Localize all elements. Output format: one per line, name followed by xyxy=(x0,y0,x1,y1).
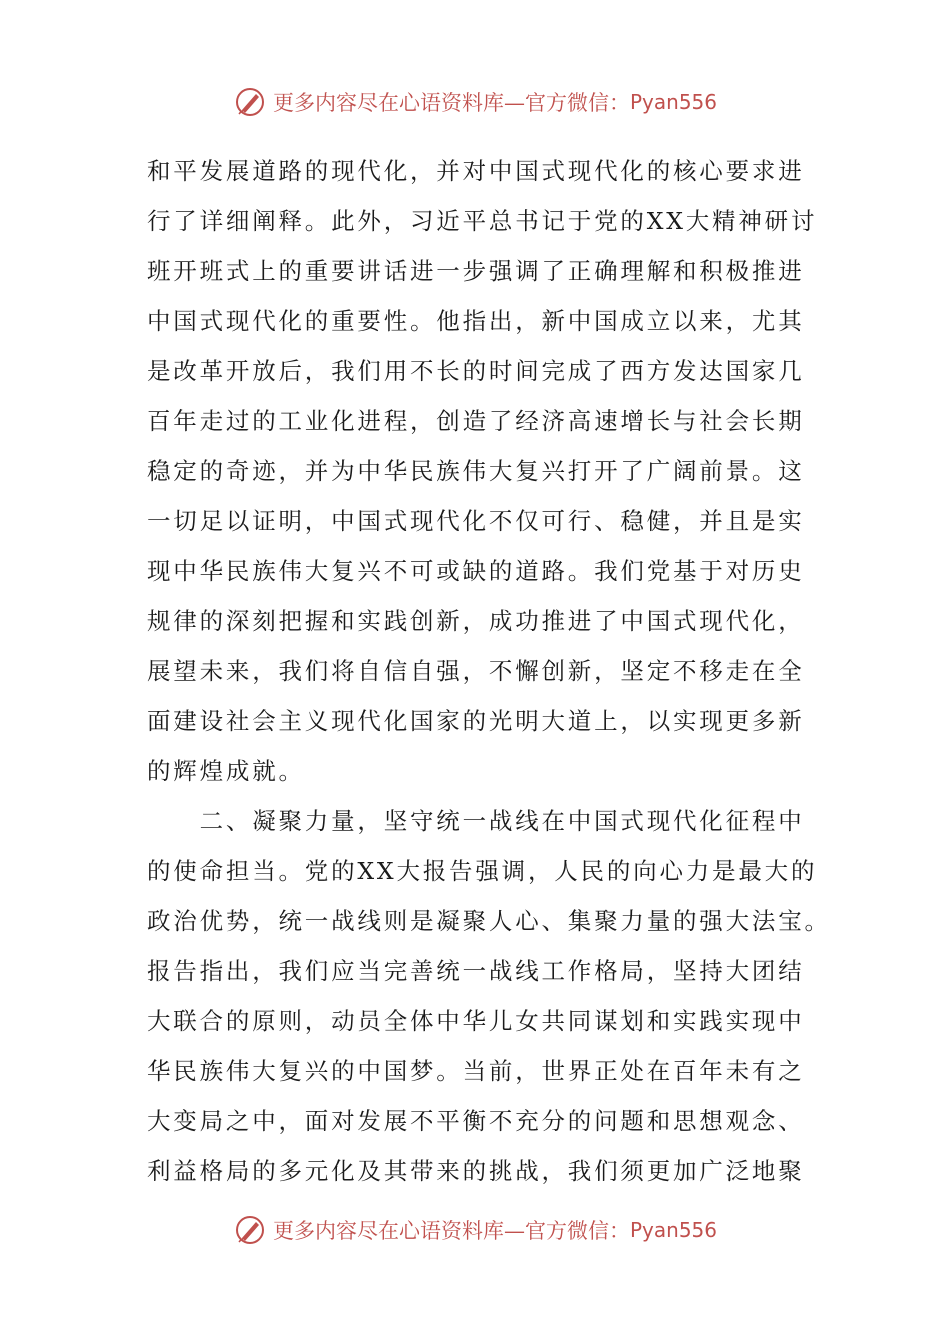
body-line: 展望未来，我们将自信自强，不懈创新，坚定不移走在全 xyxy=(147,657,805,685)
footer-banner-wechat-id: Pyan556 xyxy=(629,1218,717,1242)
document-body xyxy=(147,146,831,1196)
footer-banner-text: 更多内容尽在心语资料库—官方微信： xyxy=(272,1219,630,1243)
body-line: 面建设社会主义现代化国家的光明大道上，以实现更多新 xyxy=(147,707,805,735)
header-banner-wechat-id: Pyan556 xyxy=(629,90,717,114)
body-line: 大变局之中，面对发展不平衡不充分的问题和思想观念、 xyxy=(147,1107,805,1135)
body-line: 政治优势，统一战线则是凝聚人心、集聚力量的强大法宝。 xyxy=(147,907,831,935)
body-line: 稳定的奇迹，并为中华民族伟大复兴打开了广阔前景。这 xyxy=(147,457,805,485)
body-line: 现中华民族伟大复兴不可或缺的道路。我们党基于对历史 xyxy=(147,557,805,585)
body-line: 报告指出，我们应当完善统一战线工作格局，坚持大团结 xyxy=(147,957,805,985)
body-line: 的辉煌成就。 xyxy=(147,757,305,785)
body-line: 中国式现代化的重要性。他指出，新中国成立以来，尤其 xyxy=(147,307,805,335)
body-line: 大联合的原则，动员全体中华儿女共同谋划和实践实现中 xyxy=(147,1007,805,1035)
header-banner-text: 更多内容尽在心语资料库—官方微信： xyxy=(272,91,630,115)
pen-logo-icon xyxy=(233,1213,267,1247)
footer-banner xyxy=(0,1208,950,1252)
body-line: 二、凝聚力量，坚守统一战线在中国式现代化征程中 xyxy=(147,807,805,835)
body-line: 一切足以证明，中国式现代化不仅可行、稳健，并且是实 xyxy=(147,507,805,535)
body-line: 和平发展道路的现代化，并对中国式现代化的核心要求进 xyxy=(147,157,805,185)
pen-logo-icon xyxy=(233,85,267,119)
body-line: 行了详细阐释。此外，习近平总书记于党的XX大精神研讨 xyxy=(147,207,818,235)
body-line: 的使命担当。党的XX大报告强调，人民的向心力是最大的 xyxy=(147,857,818,885)
body-line: 百年走过的工业化进程，创造了经济高速增长与社会长期 xyxy=(147,407,805,435)
header-banner xyxy=(0,80,950,124)
body-line: 华民族伟大复兴的中国梦。当前，世界正处在百年未有之 xyxy=(147,1057,805,1085)
body-line: 规律的深刻把握和实践创新，成功推进了中国式现代化， xyxy=(147,607,805,635)
body-line: 是改革开放后，我们用不长的时间完成了西方发达国家几 xyxy=(147,357,805,385)
body-line: 班开班式上的重要讲话进一步强调了正确理解和积极推进 xyxy=(147,257,805,285)
body-line: 利益格局的多元化及其带来的挑战，我们须更加广泛地聚 xyxy=(147,1157,805,1185)
